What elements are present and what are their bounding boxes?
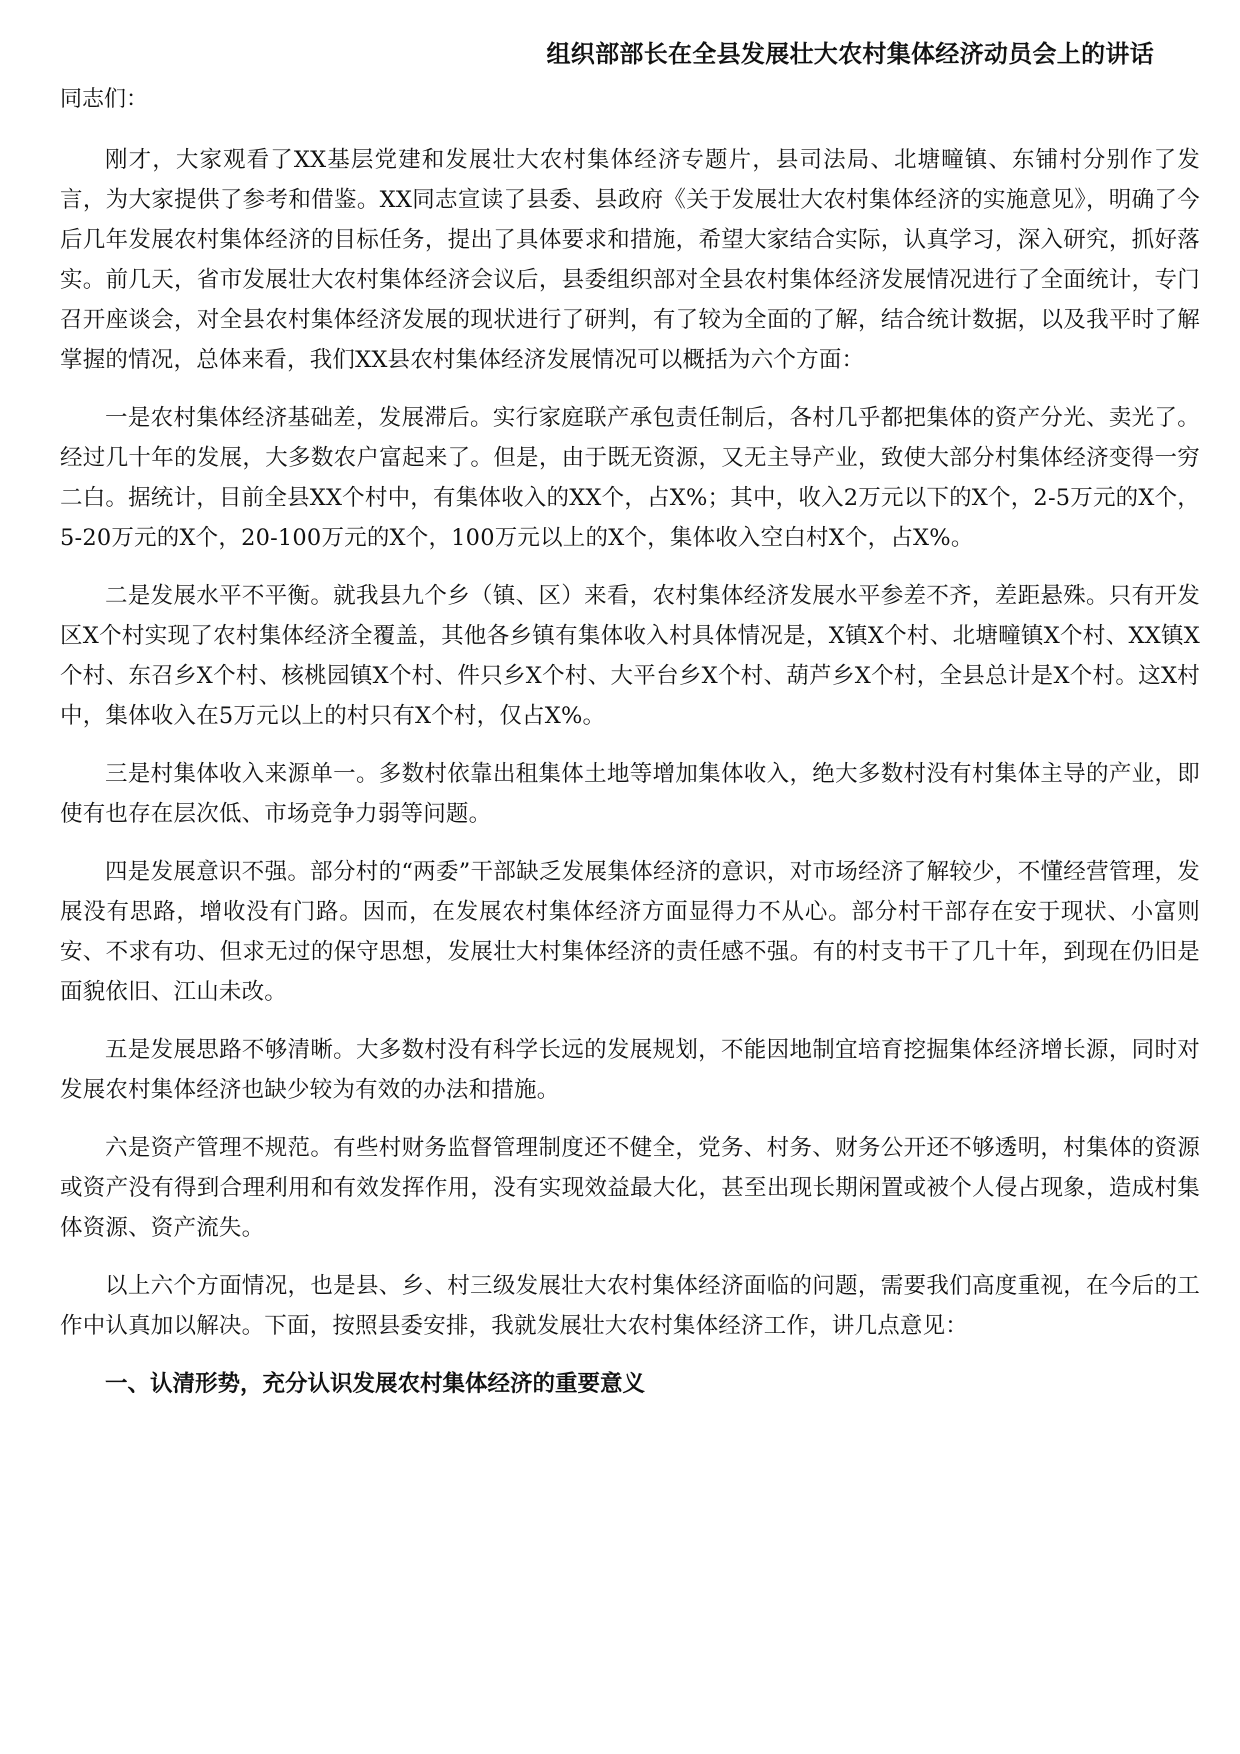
paragraph-transition: 以上六个方面情况，也是县、乡、村三级发展壮大农村集体经济面临的问题，需要我们高度重视，在今后的工作中认真加以解决。下面，按照县委安排，我就发展壮大农村集体经济工作，讲几点意见：	[60, 1273, 1200, 1339]
paragraph-intro: 刚才，大家观看了XX基层党建和发展壮大农村集体经济专题片，县司法局、北塘疃镇、东铺村分别作了发言，为大家提供了参考和借鉴。XX同志宣读了县委、县政府《关于发展壮大农村集体经济的实施意见》，明确了今后几年发展农村集体经济的目标任务，提出了具体要求和措施，希望大家结合实际，认真学习，深入研究，抓好落实。前几天，省市发展壮大农村集体经济会议后，县委组织部对全县农村集体经济发展情况进行了全面统计，专门召开座谈会，对全县农村集体经济发展的现状进行了研判，有了较为全面的了解，结合统计数据，以及我平时了解掌握的情况，总体来看，我们XX县农村集体经济发展情况可以概括为六个方面：	[60, 147, 1200, 373]
paragraph-point-4: 四是发展意识不强。部分村的“两委”干部缺乏发展集体经济的意识，对市场经济了解较少，不懂经营管理，发展没有思路，增收没有门路。因而，在发展农村集体经济方面显得力不从心。部分村干部存在安于现状、小富则安、不求有功、但求无过的保守思想，发展壮大村集体经济的责任感不强。有的村支书干了几十年，到现在仍旧是面貌依旧、江山未改。	[60, 859, 1200, 1005]
salutation: 同志们：	[60, 87, 149, 112]
document-title: 组织部部长在全县发展壮大农村集体经济动员会上的讲话	[546, 39, 1154, 68]
section-heading: 一、认清形势，充分认识发展农村集体经济的重要意义	[105, 1371, 646, 1397]
paragraph-point-5: 五是发展思路不够清晰。大多数村没有科学长远的发展规划，不能因地制宜培育挖掘集体经济增长源，同时对发展农村集体经济也缺少较为有效的办法和措施。	[60, 1037, 1200, 1103]
paragraph-point-2: 二是发展水平不平衡。就我县九个乡（镇、区）来看，农村集体经济发展水平参差不齐，差距悬殊。只有开发区X个村实现了农村集体经济全覆盖，其他各乡镇有集体收入村具体情况是，X镇X个村、北塘疃镇X个村、XX镇X个村、东召乡X个村、核桃园镇X个村、件只乡X个村、大平台乡X个村、葫芦乡X个村，全县总计是X个村。这X村中，集体收入在5万元以上的村只有X个村，仅占X%。	[60, 583, 1200, 729]
paragraph-point-1: 一是农村集体经济基础差，发展滞后。实行家庭联产承包责任制后，各村几乎都把集体的资产分光、卖光了。经过几十年的发展，大多数农户富起来了。但是，由于既无资源，又无主导产业，致使大部分村集体经济变得一穷二白。据统计，目前全县XX个村中，有集体收入的XX个，占X%；其中，收入2万元以下的X个，2-5万元的X个，5-20万元的X个，20-100万元的X个，100万元以上的X个，集体收入空白村X个，占X%。	[60, 405, 1200, 551]
paragraph-point-3: 三是村集体收入来源单一。多数村依靠出租集体土地等增加集体收入，绝大多数村没有村集体主导的产业，即使有也存在层次低、市场竞争力弱等问题。	[60, 761, 1200, 827]
paragraph-point-6: 六是资产管理不规范。有些村财务监督管理制度还不健全，党务、村务、财务公开还不够透明，村集体的资源或资产没有得到合理利用和有效发挥作用，没有实现效益最大化，甚至出现长期闲置或被个人侵占现象，造成村集体资源、资产流失。	[60, 1135, 1200, 1241]
